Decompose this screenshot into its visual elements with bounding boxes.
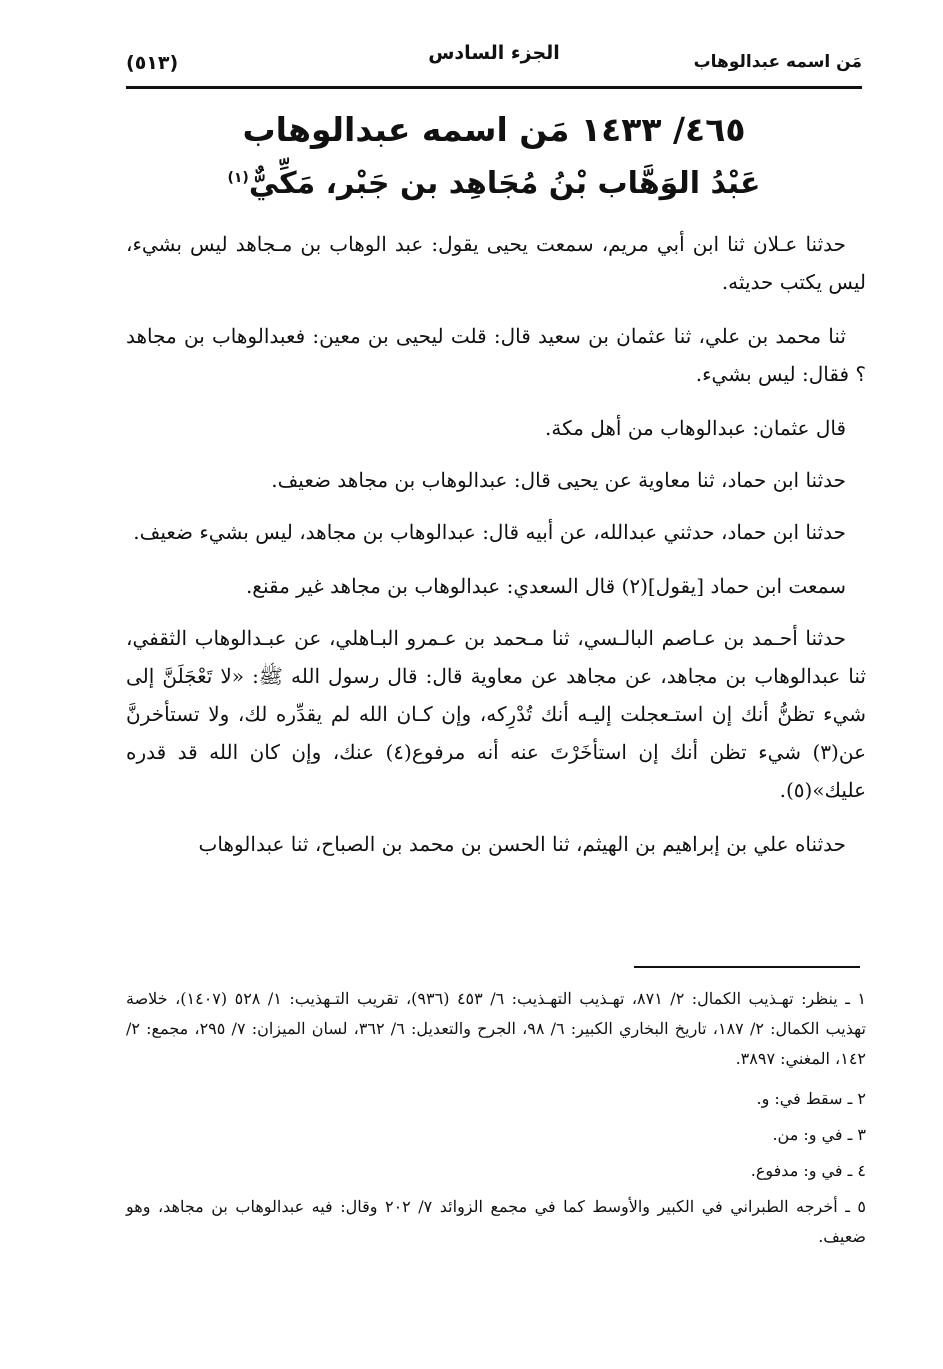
page-number: (٥١٣) [126,52,179,74]
footnote: ٥ ـ أخرجه الطبراني في الكبير والأوسط كما في مجمع الزوائد ٧/ ٢٠٢ وقال: فيه عبدالوهاب بن مجاهد، وهو ضعيف. [126,1197,866,1246]
footnote-divider [634,966,860,968]
entry-heading: ٤٦٥/ ١٤٣٣ مَن اسمه عبدالوهاب [242,110,746,149]
paragraph: حدثنا عـلان ثنا ابن أبي مريم، سمعت يحيى يقول: عبد الوهاب بن مـجاهد ليس بشيء، ليس يكتب حديثه. [126,232,866,294]
paragraph: سمعت ابن حماد [يقول](٢) قال السعدي: عبدالوهاب بن مجاهد غير مقنع. [245,574,846,598]
footnote: ٢ ـ سقط في: و. [756,1089,866,1108]
footnotes [126,984,866,1258]
paragraph: ثنا محمد بن علي، ثنا عثمان بن سعيد قال: قلت ليحيى بن معين: فعبدالوهاب بن مجاهد ؟ فقال: ليس بشيء. [126,324,866,386]
footnote: ١ ـ ينظر: تهـذيب الكمال: ٢/ ٨٧١، تهـذيب التهـذيب: ٦/ ٤٥٣ (٩٣٦)، تقريب التـهذيب: ١/ ٥٢٨ (١٤٠٧)، خلاصة تهذيب الكمال: ٢/ ١٨٧، تاريخ البخاري الكبير: ٦/ ٩٨، الجرح والتعديل: ٦/ ٣٦٢، لسان الميزان: ٧/ ٢٩٥، مجمع: ٢/ ١٤٢، المغني: ٣٨٩٧. [126,989,866,1068]
footnote: ٣ ـ في و: من. [772,1125,866,1144]
entry-subheading-note: (١) [227,170,249,186]
footnote: ٤ ـ في و: مدفوع. [750,1161,866,1180]
body-text [126,225,866,879]
paragraph: حدثنا ابن حماد، حدثني عبدالله، عن أبيه قال: عبدالوهاب بن مجاهد، ليس بشيء ضعيف. [133,520,846,544]
entry-subheading [126,154,862,208]
paragraph: حدثناه علي بن إبراهيم بن الهيثم، ثنا الحسن بن محمد بن الصباح، ثنا عبدالوهاب [198,832,846,856]
running-head [126,40,862,89]
paragraph-hadith: حدثنا أحـمد بن عـاصم البالـسي، ثنا مـحمد بن عـمرو البـاهلي، عن عبـدالوهاب الثقفي، ثنا عبدالوهاب بن مجاهد، عن مجاهد عن معاوية قال: قال رسول الله ﷺ: «لا تَعْجَلَنَّ إلى شيء تظنُّ أنك إن استـعجلت إليـه أنك تُدْرِكه، وإن كـان الله لم يقدِّره لك، ولا تستأخرنَّ عن(٣) شيء تظن أنك إن استأخَرْتَ عنه أنه مرفوع(٤) عنك، وإن كان الله قد قدره عليك»(٥). [126,626,867,802]
paragraph: قال عثمان: عبدالوهاب من أهل مكة. [545,416,846,440]
running-head-part: الجزء السادس [428,42,560,64]
entry-subheading-text: عَبْدُ الوَهَّاب بْنُ مُجَاهِد بن جَبْر، مَكِّيٌّ [248,166,761,201]
running-head-section: مَن اسمه عبدالوهاب [693,52,862,72]
paragraph: حدثنا ابن حماد، ثنا معاوية عن يحيى قال: عبدالوهاب بن مجاهد ضعيف. [271,468,846,492]
